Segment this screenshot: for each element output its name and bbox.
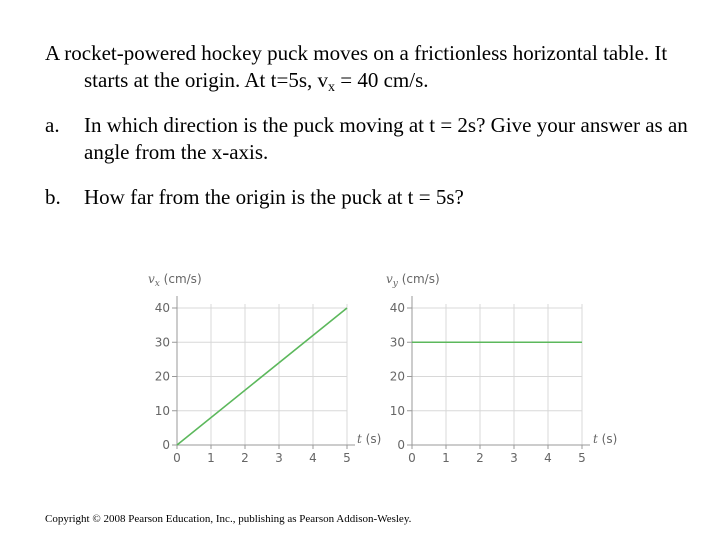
vy-x-tick-label: 5 [578, 451, 586, 465]
vy-x-tick-label: 0 [408, 451, 416, 465]
vy-x-axis-title: t (s) [593, 432, 618, 446]
vx-x-tick-label: 4 [309, 451, 317, 465]
vy-x-tick-label: 2 [476, 451, 484, 465]
question-a [45, 112, 705, 166]
vy-x-tick-label: 1 [442, 451, 450, 465]
intro-text-end: = 40 cm/s. [335, 68, 429, 92]
vx-x-tick-label: 5 [343, 451, 351, 465]
vx-graph [140, 265, 382, 470]
vy-x-tick-label: 3 [510, 451, 518, 465]
vx-x-tick-label: 1 [207, 451, 215, 465]
intro-text: A rocket-powered hockey puck moves on a frictionless horizontal table. It starts at the origin. At t=5s, v [45, 41, 668, 92]
vx-x-tick-label: 3 [275, 451, 283, 465]
problem-intro [45, 40, 705, 94]
question-label: a. [45, 113, 60, 137]
question-text: How far from the origin is the puck at t = 5s? [84, 185, 464, 209]
vy-y-tick-label: 10 [389, 403, 405, 418]
vx-graph-svg [140, 265, 382, 470]
vy-y-axis-title: $v_y$ (cm/s) [386, 272, 440, 289]
vx-x-tick-label: 2 [241, 451, 249, 465]
vx-y-tick-label: 40 [154, 301, 170, 315]
vy-y-tick-label: 20 [389, 369, 405, 384]
vy-y-tick-label: 40 [389, 301, 405, 315]
copyright-notice: Copyright © 2008 Pearson Education, Inc., publishing as Pearson Addison-Wesley. [45, 513, 412, 525]
vy-y-tick-label: 0 [397, 438, 405, 452]
vx-x-tick-label: 0 [173, 451, 181, 465]
vx-y-tick-label: 20 [154, 369, 170, 384]
question-text: In which direction is the puck moving at t = 2s? Give your answer as an angle from the x-axis. [84, 113, 688, 164]
problem-text [45, 40, 705, 211]
vx-x-axis-title: t (s) [357, 432, 382, 446]
intro-subscript: x [328, 80, 335, 95]
vx-y-tick-label: 10 [154, 403, 170, 418]
vy-graph [378, 265, 618, 470]
vy-y-tick-label: 30 [389, 335, 405, 350]
vx-y-axis-title: $v_x$ (cm/s) [148, 272, 202, 289]
vy-graph-svg [378, 265, 618, 470]
vx-y-tick-label: 0 [162, 438, 170, 452]
vx-y-tick-label: 30 [154, 335, 170, 350]
question-label: b. [45, 185, 61, 209]
vy-x-tick-label: 4 [544, 451, 552, 465]
question-b [45, 184, 705, 211]
